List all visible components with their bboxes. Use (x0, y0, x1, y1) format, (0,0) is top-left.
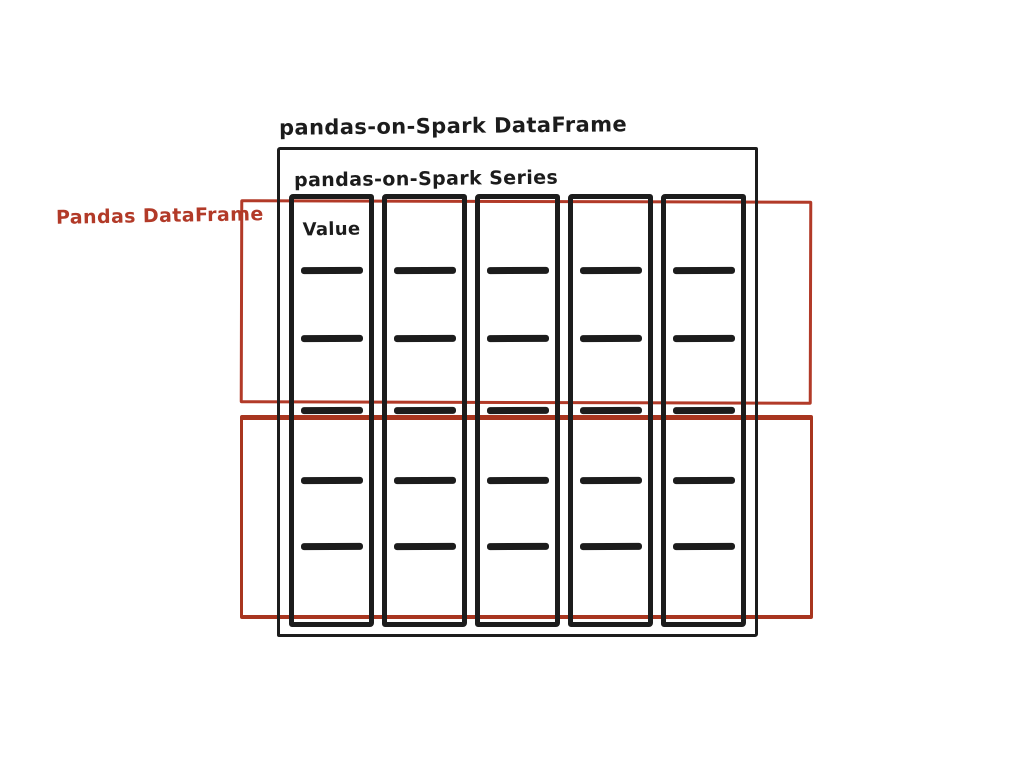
value-row-mark (672, 477, 734, 484)
value-row-mark (579, 267, 641, 274)
value-row-mark (672, 267, 734, 274)
value-row-mark (579, 335, 641, 342)
series-column (475, 194, 560, 627)
series-column (568, 194, 653, 627)
columns-row (289, 194, 747, 627)
value-row-mark (486, 477, 548, 484)
value-row-mark (486, 543, 548, 550)
diagram-title: pandas-on-Spark DataFrame (278, 112, 628, 140)
value-row-mark (579, 543, 641, 550)
value-row-mark (300, 335, 362, 342)
value-row-mark (393, 477, 455, 484)
value-row-mark (393, 407, 455, 414)
series-column (289, 194, 374, 627)
series-column (382, 194, 467, 627)
value-row-mark (300, 407, 362, 414)
value-row-mark (393, 335, 455, 342)
value-row-mark (579, 477, 641, 484)
value-row-mark (300, 267, 362, 274)
value-row-mark (672, 335, 734, 342)
value-row-mark (300, 543, 362, 550)
value-row-mark (393, 267, 455, 274)
value-row-mark (393, 543, 455, 550)
value-row-mark (486, 335, 548, 342)
value-row-mark (300, 477, 362, 484)
value-row-mark (486, 267, 548, 274)
pandas-on-spark-series-label: pandas-on-Spark Series (293, 166, 559, 192)
series-column (661, 194, 746, 627)
pandas-dataframe-label: Pandas DataFrame (55, 203, 264, 229)
value-row-mark (486, 407, 548, 414)
value-row-mark (579, 407, 641, 414)
value-row-mark (672, 407, 734, 414)
value-row-mark (672, 543, 734, 550)
column-header-label: Value (302, 218, 361, 241)
